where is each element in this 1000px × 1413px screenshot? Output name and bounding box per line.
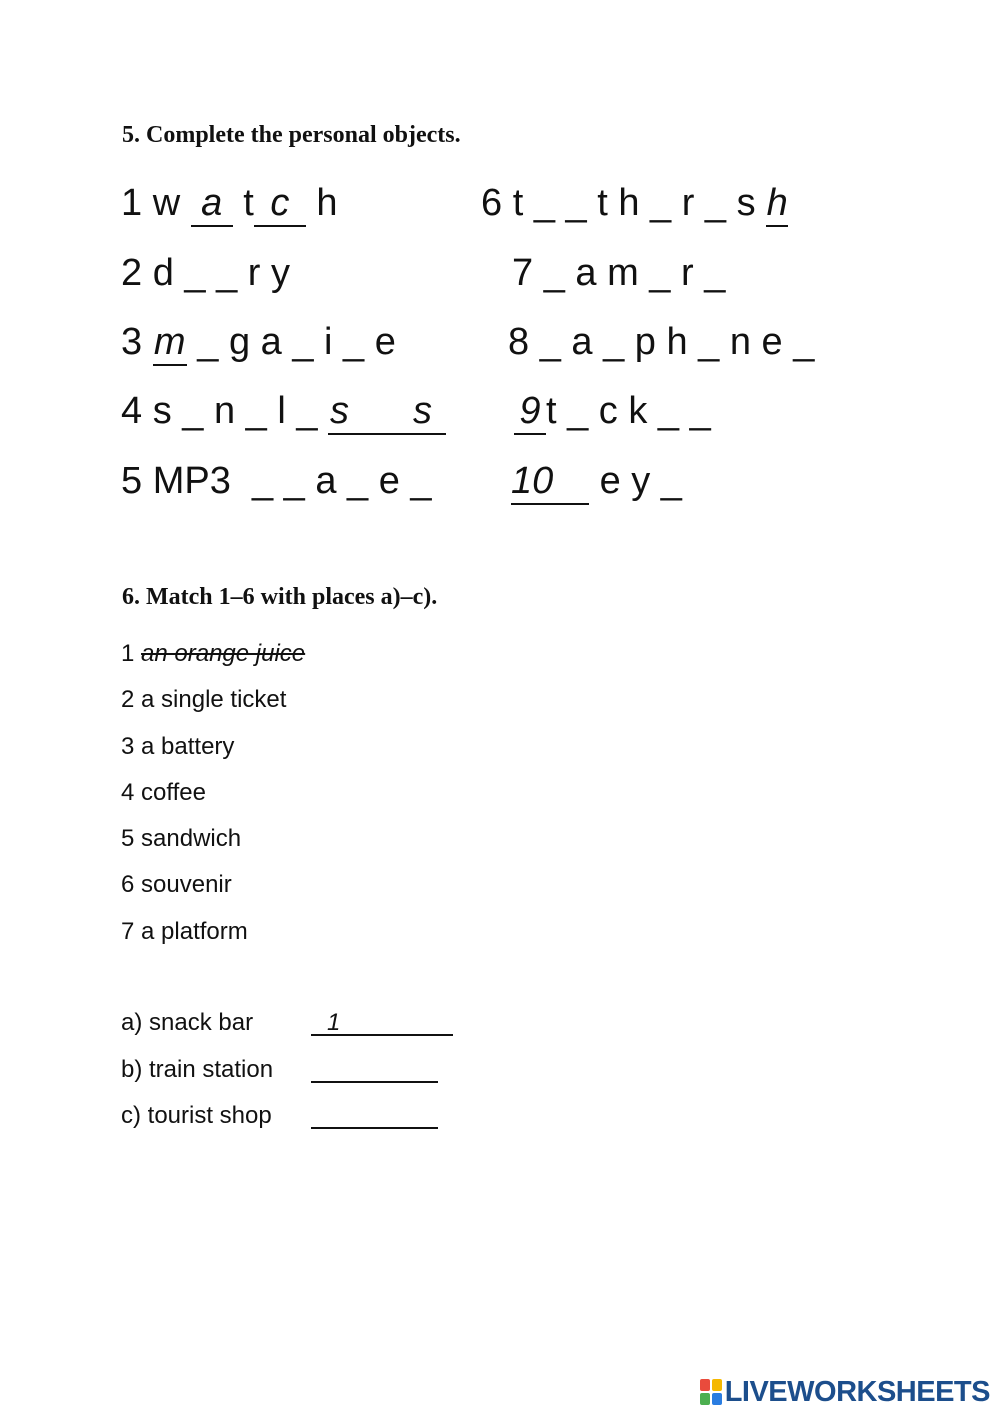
answer-field[interactable]: a bbox=[191, 184, 233, 227]
section-5-title: 5. Complete the personal objects. bbox=[122, 122, 461, 148]
puzzle-item-7: 7 _ a m _ r _ bbox=[512, 252, 726, 294]
puzzle-item-5: 5 MP3 _ _ a _ e _ bbox=[121, 460, 432, 502]
answer-field[interactable]: 10 bbox=[511, 462, 589, 505]
place-answer-field[interactable] bbox=[311, 1101, 438, 1129]
place-item-train-station: b) train station bbox=[121, 1055, 273, 1102]
puzzle-item-3: 3 m _ g a _ i _ e bbox=[121, 323, 396, 366]
brand-name: LIVEWORKSHEETS bbox=[724, 1375, 990, 1408]
answer-field[interactable]: m bbox=[153, 323, 187, 366]
puzzle-item-2: 2 d _ _ r y bbox=[121, 252, 290, 294]
list-item: 5 sandwich bbox=[121, 825, 242, 853]
place-item-tourist-shop: c) tourist shop bbox=[121, 1101, 273, 1148]
list-item: 7 a platform bbox=[121, 917, 248, 945]
liveworksheets-logo bbox=[700, 1374, 990, 1410]
list-item: 2 a single ticket bbox=[121, 686, 287, 714]
answer-field[interactable]: s s bbox=[328, 392, 446, 435]
puzzle-item-1: 1 w a t c h bbox=[121, 184, 338, 227]
puzzle-item-6: 6 t _ _ t h _ r _ s h bbox=[481, 184, 788, 227]
place-answer-field[interactable]: 1 bbox=[311, 1008, 453, 1036]
puzzle-item-9: 9 t _ c k _ _ bbox=[514, 392, 711, 435]
list-item: 6 souvenir bbox=[121, 871, 232, 899]
place-item-snack-bar: a) snack bar 1 bbox=[121, 1008, 273, 1055]
list-item: 3 a battery bbox=[121, 732, 235, 760]
places-list bbox=[121, 1008, 341, 1148]
answer-field[interactable]: 9 bbox=[514, 392, 546, 435]
answer-field[interactable]: c bbox=[254, 184, 306, 227]
place-answer-field[interactable] bbox=[311, 1055, 438, 1083]
list-item: 4 coffee bbox=[121, 778, 206, 806]
logo-icon bbox=[700, 1379, 722, 1405]
list-item: 1 an orange juice bbox=[121, 640, 306, 667]
puzzle-item-10: 10 e y _ bbox=[511, 462, 682, 505]
puzzle-item-4: 4 s _ n _ l _ s s bbox=[121, 392, 446, 435]
answer-field[interactable]: h bbox=[766, 184, 788, 227]
section-6-title: 6. Match 1–6 with places a)–c). bbox=[122, 584, 438, 610]
puzzle-item-8: 8 _ a _ p h _ n e _ bbox=[508, 321, 815, 363]
items-list bbox=[121, 640, 305, 964]
